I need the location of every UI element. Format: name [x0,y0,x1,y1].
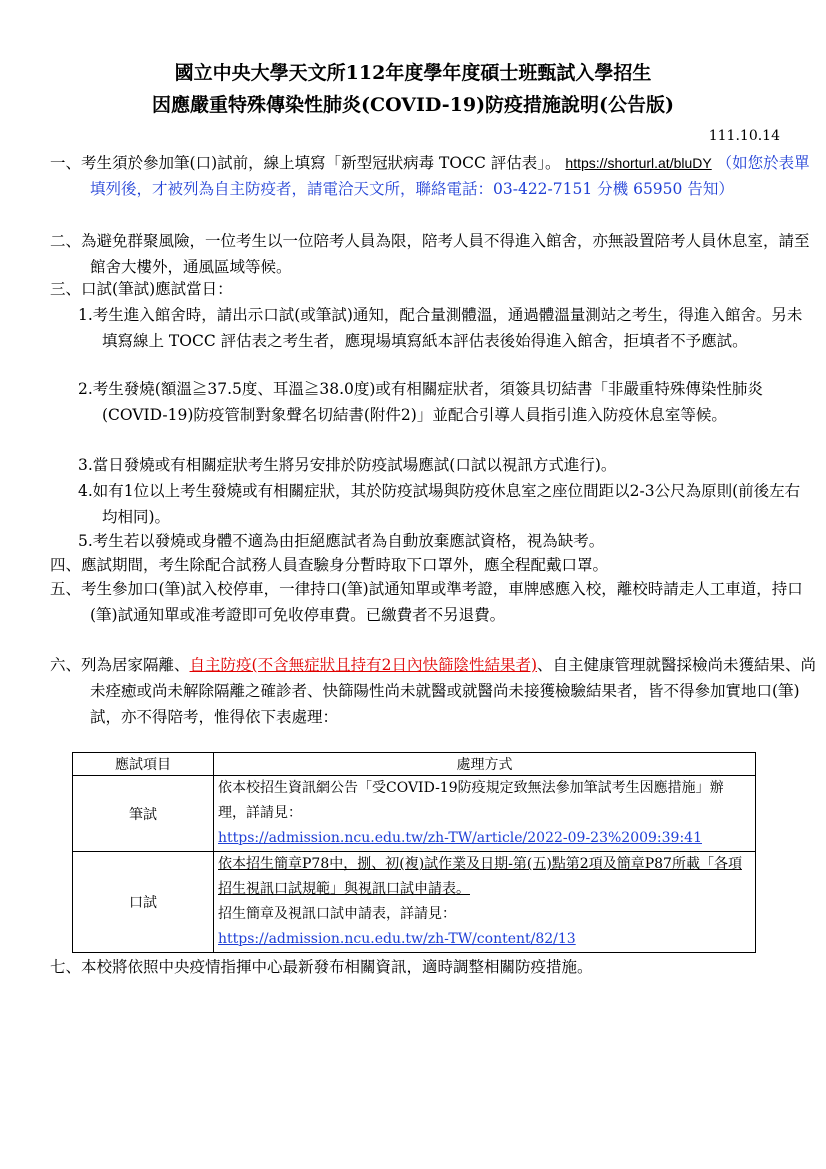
section-3-item-2 [78,376,804,428]
table-header-method: 處理方式 [214,753,756,776]
document-title-line1: 國立中央大學天文所112年度學年度碩士班甄試入學招生 [174,62,652,84]
item-text: 當日發燒或有相關症狀考生將另安排於防疫試場應試(口試以視訊方式進行)。 [92,456,617,474]
item-number: 3. [78,456,93,474]
item-number: 4. [78,482,93,500]
section-3-marker: 三、 [50,280,82,298]
section-3-item-1 [78,302,804,354]
table-header-item: 應試項目 [73,753,214,776]
item-text: 考生進入館舍時，請出示口試(或筆試)通知，配合量測體溫，通過體溫量測站之考生，得進入館舍。另未填寫線上 TOCC 評估表之考生者，應現場填寫紙本評估表後始得進入館舍，拒填者不予應試。 [92,306,803,350]
section-1-text: 考生須於參加筆(口)試前，線上填寫「新型冠狀病毒 TOCC 評估表」。 [81,154,561,172]
section-7-marker: 七、 [50,958,82,976]
section-3-item-3 [78,452,804,478]
section-6-marker: 六、 [50,656,82,674]
section-3-text: 口試(筆試)應試當日： [81,280,233,298]
announcement-date: 111.10.14 [708,128,780,144]
document-title-line2: 因應嚴重特殊傳染性肺炎(COVID-19)防疫措施說明(公告版) [151,94,675,116]
table-row [73,852,756,953]
item-number: 5. [78,532,93,550]
section-2-text: 為避免群聚風險，一位考生以一位陪考人員為限，陪考人員不得進入館舍，亦無設置陪考人員休息室，請至館舍大樓外，通風區域等候。 [81,232,810,276]
table-cell-method [214,776,756,852]
section-5-text: 考生參加口(筆)試入校停車，一律持口(筆)試通知單或準考證，車牌感應入校，離校時請走人工車道，持口(筆)試通知單或准考證即可免收停車費。已繳費者不另退費。 [81,580,803,624]
section-1-note: （如您於表單填列後，才被列為自主防疫者，請電洽天文所，聯絡電話：03-422-7151 分機 65950 告知） [90,154,810,198]
section-7 [50,954,820,980]
self-quarantine-highlight: 自主防疫(不含無症狀且持有2日內快篩陰性結果者) [189,656,537,674]
item-number: 1. [78,306,93,324]
handling-table [72,752,756,953]
written-exam-link[interactable]: https://admission.ncu.edu.tw/zh-TW/article/2022-09-23%2009:39:41 [218,830,702,846]
section-1-marker: 一、 [50,154,82,172]
section-2-marker: 二、 [50,232,82,250]
section-3-item-4 [78,478,804,530]
section-7-text: 本校將依照中央疫情指揮中心最新發布相關資訊，適時調整相關防疫措施。 [81,958,593,976]
section-3-heading [50,276,780,302]
section-6-rest: 、自主健康管理就醫採檢尚未獲結果、尚未痊癒或尚未解除隔離之確診者、快篩陽性尚未就醫或就醫尚未接獲檢驗結果者，皆不得參加實地口(筆)試，亦不得陪考，惟得依下表處理： [90,656,817,726]
table-cell-item: 口試 [73,852,214,953]
section-2 [50,228,820,280]
section-5 [50,576,820,628]
section-4 [50,552,820,578]
section-4-text: 應試期間，考生除配合試務人員查驗身分暫時取下口罩外，應全程配戴口罩。 [81,556,609,574]
written-exam-instructions: 依本校招生資訊網公告「受COVID-19防疫規定致無法參加筆試考生因應措施」辦理，詳請見： [218,780,724,821]
table-header-row [73,753,756,776]
item-text: 考生若以發燒或身體不適為由拒絕應試者為自動放棄應試資格，視為缺考。 [92,532,605,550]
section-5-marker: 五、 [50,580,82,598]
section-1 [50,150,822,202]
tocc-form-link[interactable]: https://shorturl.at/bluDY [565,155,712,171]
section-3-item-5 [78,528,804,554]
item-text: 考生發燒(額溫≧37.5度、耳溫≧38.0度)或有相關症狀者，須簽具切結書「非嚴重特殊傳染性肺炎(COVID-19)防疫管制對象聲名切結書(附件2)」並配合引導人員指引進入防疫休息室等候。 [92,380,763,424]
section-4-marker: 四、 [50,556,82,574]
table-cell-item: 筆試 [73,776,214,852]
oral-exam-instructions: 依本招生簡章P78中，捌、初(複)試作業及日期-第(五)點第2項及簡章P87所載「各項招生視訊口試規範」與視訊口試申請表。 [218,856,742,897]
oral-exam-detail-label: 招生簡章及視訊口試申請表，詳請見： [218,906,456,922]
item-number: 2. [78,380,93,398]
item-text: 如有1位以上考生發燒或有相關症狀，其於防疫試場與防疫休息室之座位間距以2-3公尺為原則(前後左右均相同)。 [92,482,801,526]
table-row [73,776,756,852]
oral-exam-link[interactable]: https://admission.ncu.edu.tw/zh-TW/content/82/13 [218,931,576,947]
section-6 [50,652,820,730]
table-cell-method [214,852,756,953]
section-6-lead: 列為居家隔離、 [81,656,190,674]
